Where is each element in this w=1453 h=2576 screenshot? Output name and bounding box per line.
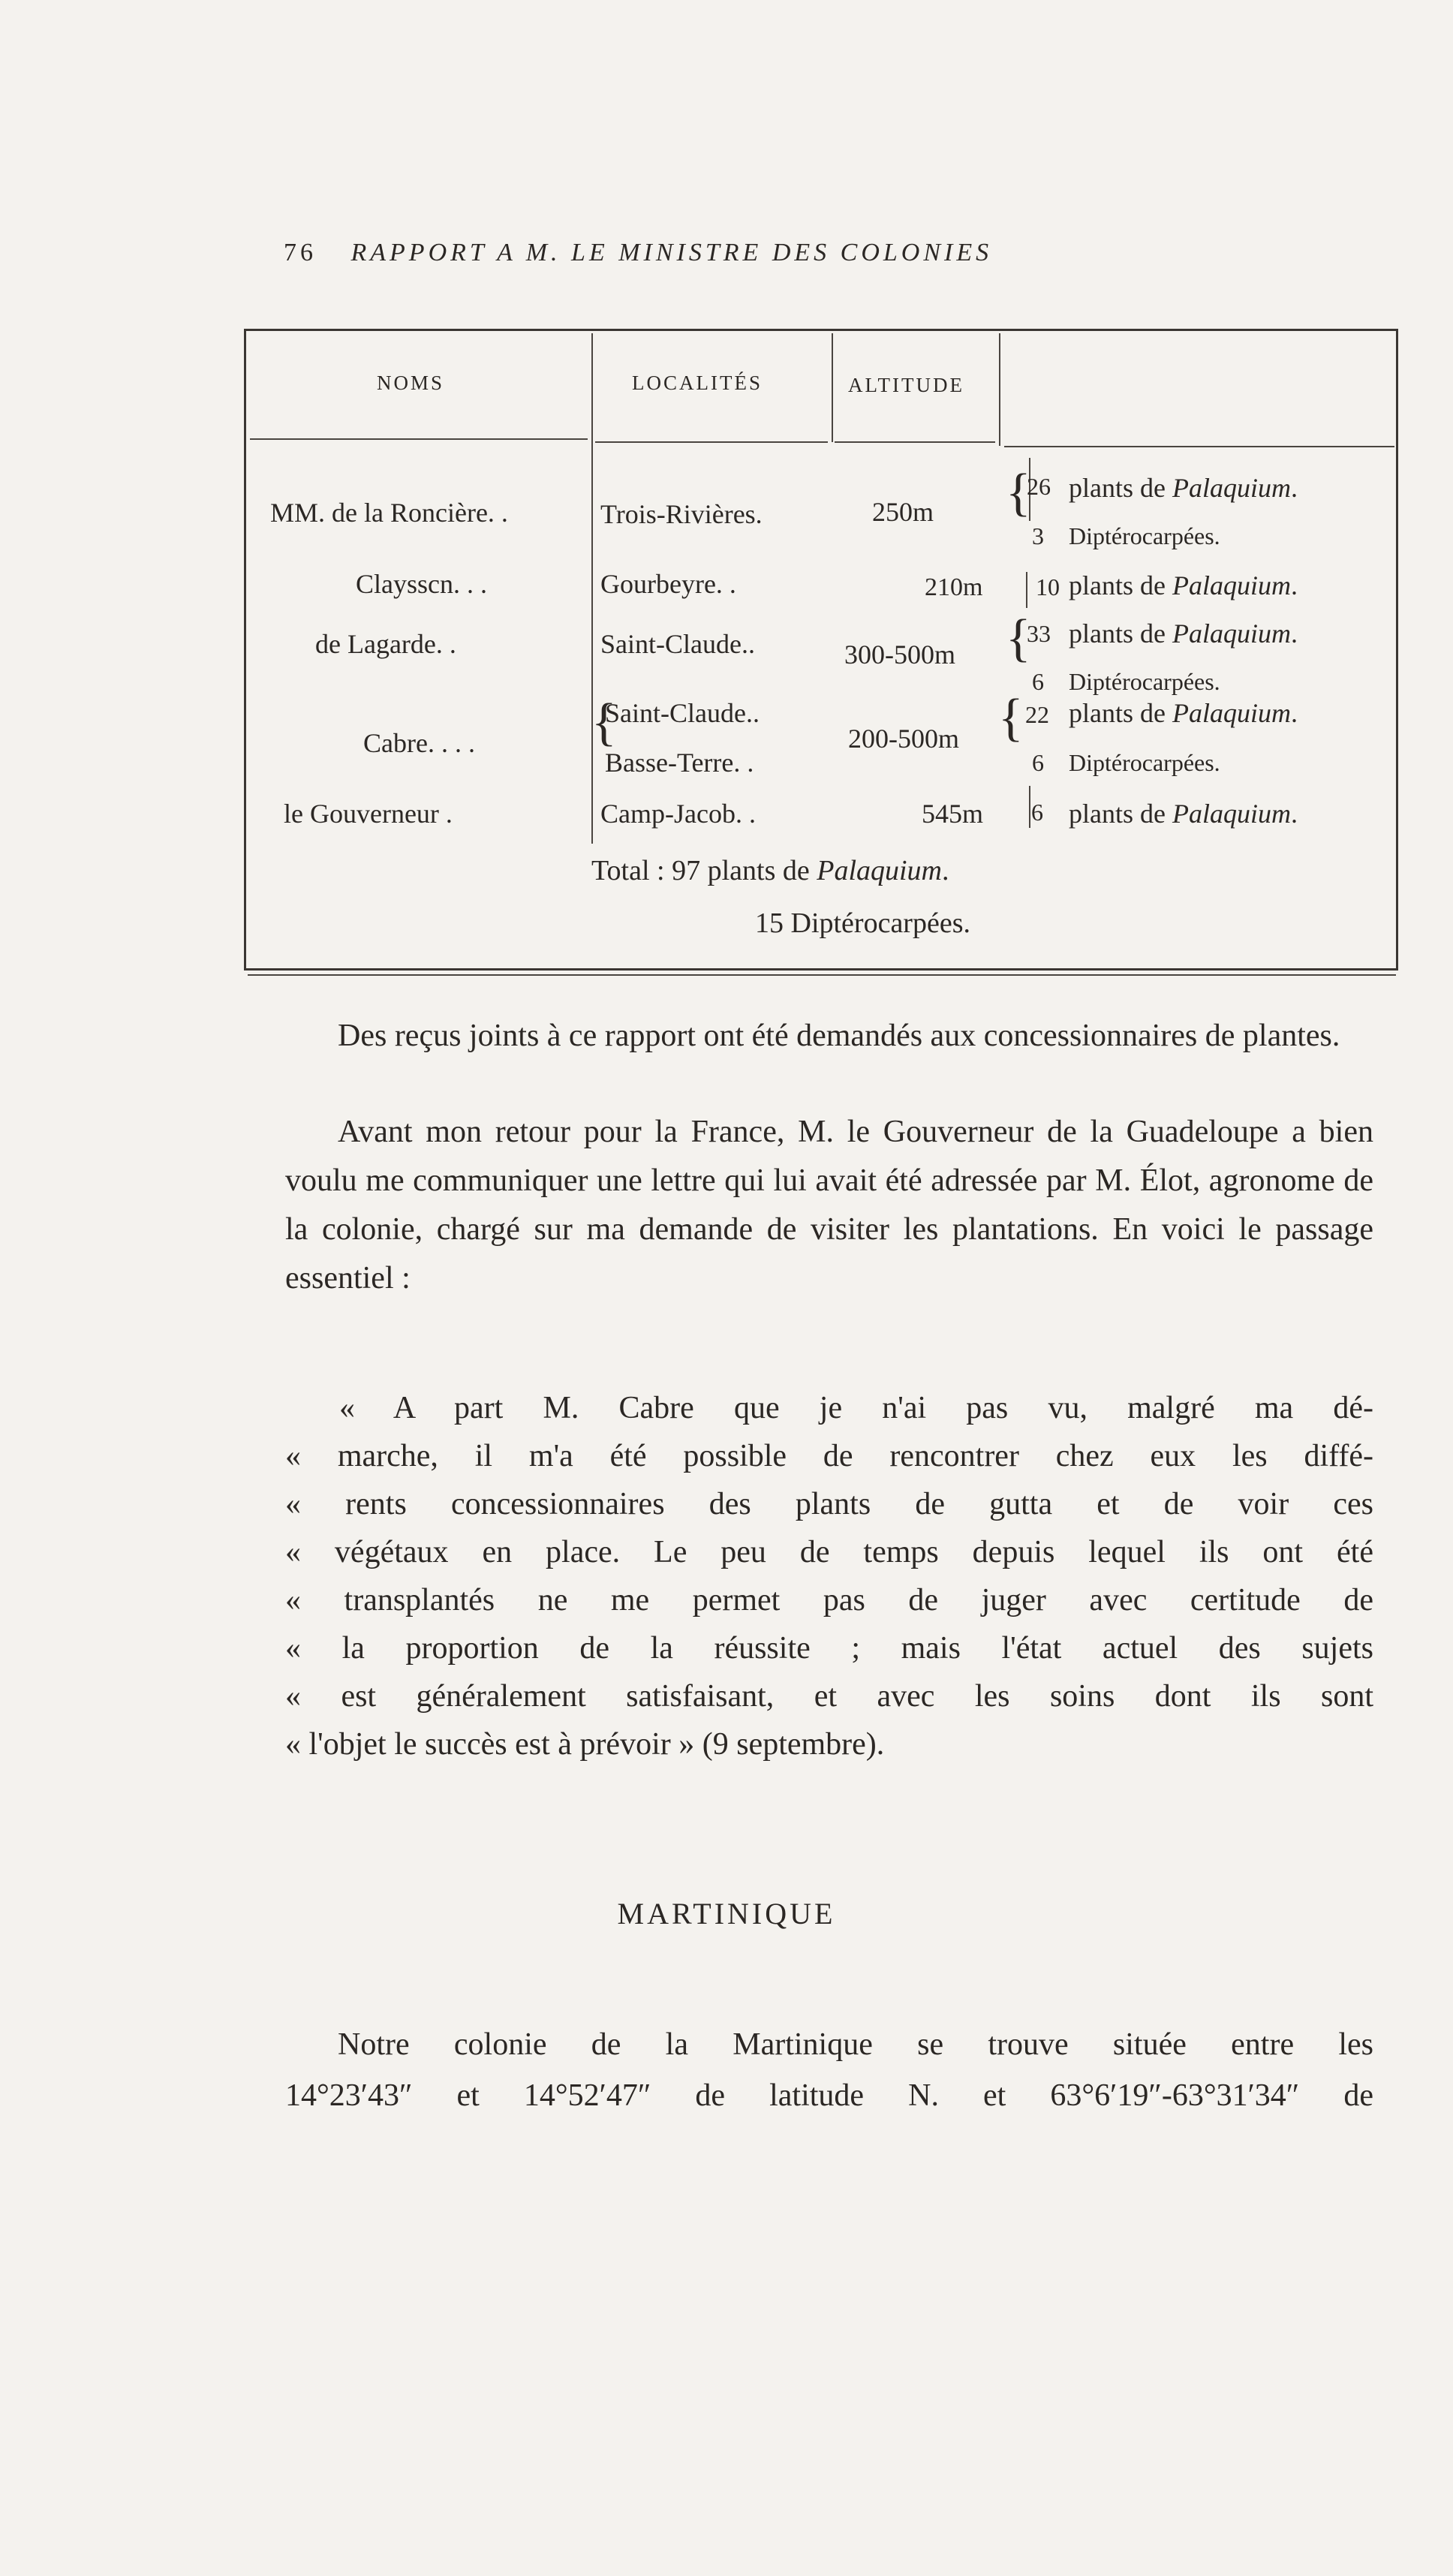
quote-line: « est généralement satisfaisant, et avec les soins dont ils sont [285, 1679, 1373, 1714]
quote-line: « végétaux en place. Le peu de temps depuis lequel ils ont été [285, 1535, 1373, 1569]
brace: { [1006, 609, 1031, 667]
item-label: plants de [1069, 799, 1172, 829]
table-cell-name: Claysscn. . . [356, 569, 487, 599]
table-cell-item [1069, 800, 1298, 827]
item-label: plants de [1069, 698, 1172, 728]
item-tail: . [1290, 473, 1298, 503]
table-cell-locality: Saint-Claude.. [600, 629, 755, 659]
table-cell-count: 3 [1032, 522, 1044, 549]
table-cell-count: 26 [1027, 473, 1051, 500]
item-genus: Palaquium [1172, 799, 1291, 829]
paragraph-line: 14°23′43″ et 14°52′47″ de latitude N. et 63°6′19″-63°31′34″ de [285, 2078, 1373, 2113]
quote-line: « rents concessionnaires des plants de gutta et de voir ces [285, 1487, 1373, 1521]
table-cell-item: Diptérocarpées. [1069, 522, 1220, 549]
total-tail: . [942, 855, 949, 886]
table-cell-count: 6 [1032, 668, 1044, 695]
running-header [284, 239, 992, 267]
item-label: plants de [1069, 473, 1172, 503]
table-cell-locality: Trois-Rivières. [600, 499, 763, 529]
table-cell-name: le Gouverneur . [284, 799, 453, 829]
table-cell-count: 22 [1025, 701, 1049, 728]
table-cell-name: MM. de la Roncière. . [270, 498, 508, 528]
header-rule [250, 438, 588, 440]
table-total [591, 854, 949, 887]
quote-line: « l'objet le succès est à prévoir » (9 septembre). [285, 1727, 885, 1762]
column-rule [591, 333, 593, 844]
column-rule [832, 333, 833, 442]
item-tail: . [1290, 698, 1298, 728]
table-cell-locality: Camp-Jacob. . [600, 799, 756, 829]
quote-line: « A part M. Cabre que je n'ai pas vu, malgré ma dé- [339, 1391, 1373, 1425]
item-tail: . [1290, 799, 1298, 829]
item-genus: Palaquium [1172, 473, 1291, 503]
total-genus: Palaquium [817, 855, 943, 886]
header-noms: NOMS [377, 372, 445, 394]
table-cell-item [1069, 572, 1298, 599]
item-genus: Palaquium [1172, 618, 1291, 649]
table-cell-name: de Lagarde. . [315, 629, 456, 659]
paragraph: Des reçus joints à ce rapport ont été demandés aux concessionnaires de plantes. [338, 1019, 1340, 1053]
table-cell-count: 6 [1032, 749, 1044, 776]
section-title: MARTINIQUE [617, 1897, 836, 1930]
quote-line: « la proportion de la réussite ; mais l'état actuel des sujets [285, 1631, 1373, 1666]
table-cell-name: Cabre. . . . [363, 728, 475, 758]
table-cell-locality: Saint-Claude.. [605, 698, 760, 728]
table-cell-item: Diptérocarpées. [1069, 749, 1220, 776]
header-rule [595, 441, 828, 443]
item-genus: Palaquium [1172, 570, 1291, 600]
paragraph-line: Notre colonie de la Martinique se trouve située entre les [338, 2027, 1373, 2062]
table-cell-count: 10 [1036, 573, 1060, 600]
brace: { [998, 689, 1024, 747]
item-label: plants de [1069, 618, 1172, 649]
table-cell-item: Diptérocarpées. [1069, 668, 1220, 695]
header-rule [1004, 446, 1394, 447]
item-label: plants de [1069, 570, 1172, 600]
header-localites: LOCALITÉS [632, 372, 763, 394]
item-tail: . [1290, 570, 1298, 600]
table-cell-altitude: 210m [925, 573, 983, 601]
table-cell-item [1069, 700, 1298, 727]
quote-line: « transplantés ne me permet pas de juger avec certitude de [285, 1583, 1373, 1618]
brace: { [591, 694, 617, 751]
table-bottom-rule [248, 974, 1396, 976]
running-title: RAPPORT A M. LE MINISTRE DES COLONIES [350, 239, 993, 266]
table-cell-altitude: 250m [872, 497, 934, 527]
table-cell-item [1069, 474, 1298, 501]
table-total-line-2: 15 Diptérocarpées. [755, 907, 970, 939]
row-rule [1026, 572, 1027, 608]
brace: { [1006, 464, 1031, 522]
table-cell-item [1069, 620, 1298, 647]
page-number: 76 [284, 239, 317, 266]
total-prefix: Total : 97 plants de [591, 855, 817, 886]
table-cell-count: 33 [1027, 620, 1051, 647]
item-tail: . [1290, 618, 1298, 649]
column-rule [999, 333, 1000, 446]
table-cell-locality: Gourbeyre. . [600, 569, 736, 599]
quote-line: « marche, il m'a été possible de rencontrer chez eux les diffé- [285, 1439, 1373, 1473]
table-cell-altitude: 200-500m [848, 724, 959, 754]
table-cell-altitude: 300-500m [844, 639, 955, 670]
header-altitude: ALTITUDE [848, 374, 964, 396]
row-rule [1029, 786, 1030, 828]
table-cell-locality-2: Basse-Terre. . [605, 748, 754, 778]
header-rule [835, 441, 995, 443]
paragraph: Avant mon retour pour la France, M. le Gouverneur de la Guadeloupe a bien voulu me communiquer une lettre qui lui avait été adressée par M. Élot, agronome de la colonie, chargé sur ma demande de visiter les plantations. En voici le passage essentiel : [285, 1115, 1373, 1296]
table-cell-altitude: 545m [922, 799, 984, 829]
item-genus: Palaquium [1172, 698, 1291, 728]
table-cell-count: 6 [1031, 799, 1043, 826]
